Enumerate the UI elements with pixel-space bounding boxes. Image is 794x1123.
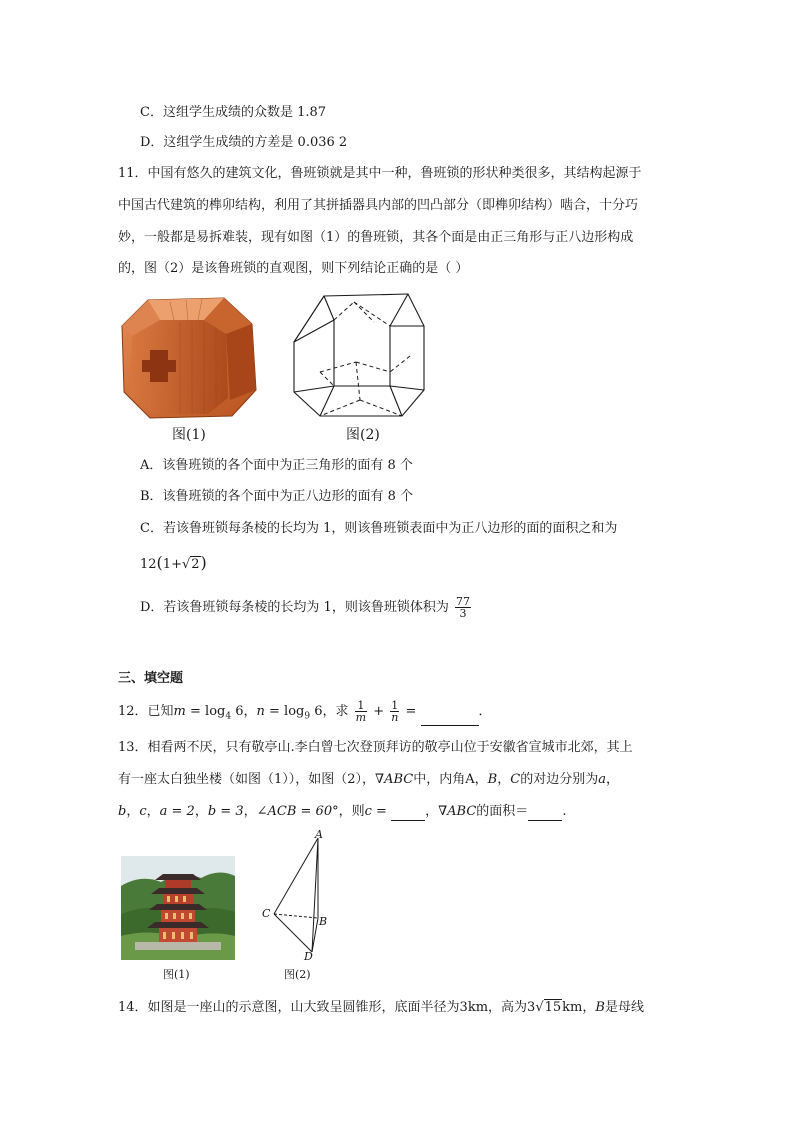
q10-option-c: C．这组学生成绩的众数是 1.87 (140, 105, 327, 120)
q11-stem-line3: 妙，一般都是易拆难装，现有如图（1）的鲁班锁，其各个面是由正三角形与正八边形构成 (118, 230, 634, 245)
q11-option-c-formula: 12(1+√2) (140, 553, 207, 572)
q13-stem-line3: b，c，a = 2，b = 3，∠ACB = 60°，则c = ，∇ABC的面积＝ . (118, 804, 567, 819)
vertex-label-d: D (304, 950, 313, 963)
q11-option-a: A．该鲁班锁的各个面中为正三角形的面有 8 个 (140, 458, 413, 473)
q12-answer-blank[interactable] (421, 711, 479, 726)
vertex-label-a: A (315, 828, 323, 841)
vertex-label-b: B (319, 915, 328, 928)
q13-fig1-caption: 图(1) (163, 968, 190, 981)
q11-option-d: D．若该鲁班锁每条棱的长均为 1，则该鲁班锁体积为 $\frac{77}{3}$ (140, 595, 470, 620)
q13-stem-line1: 13．相看两不厌，只有敬亭山.李白曾七次登顶拜访的敬亭山位于安徽省宣城市北郊，其上 (118, 740, 633, 755)
luban-lock-photo (120, 294, 258, 420)
q10-option-d: D．这组学生成绩的方差是 0.036 2 (140, 135, 348, 150)
vertex-label-c: C (262, 907, 271, 920)
section-title: 三、填空题 (118, 671, 184, 686)
q13-fig2-caption: 图(2) (284, 968, 311, 981)
tetrahedron-diagram (256, 826, 340, 966)
q11-fig2-caption: 图(2) (346, 427, 380, 443)
pavilion-photo (121, 856, 235, 960)
q11-stem-line1: 11．中国有悠久的建筑文化，鲁班锁就是其中一种，鲁班锁的形状种类很多，其结构起源于 (118, 166, 642, 181)
luban-lock-diagram (290, 292, 430, 420)
q11-option-c: C．若该鲁班锁每条棱的长均为 1，则该鲁班锁表面中为正八边形的面的面积之和为 (140, 521, 618, 536)
q13-answer-blank-area[interactable] (528, 806, 562, 821)
q13-stem-line2: 有一座太白独坐楼（如图（1）），如图（2），∇ABC中，内角A，B，C的对边分别为a， (118, 772, 619, 787)
q12-stem: 12．已知$m = \log_4 6$，$n = \log_9 6$，求 $\frac{1}{m}$ + $\frac{1}{n}$ = ． (118, 699, 492, 724)
q11-stem-line2: 中国古代建筑的榫卯结构，利用了其拼插器具内部的凹凸部分（即榫卯结构）啮合，十分巧 (118, 198, 639, 213)
q11-option-b: B．该鲁班锁的各个面中为正八边形的面有 8 个 (140, 489, 414, 504)
q11-stem-line4: 的，图（2）是该鲁班锁的直观图，则下列结论正确的是（ ） (118, 261, 469, 276)
q14-stem: 14．如图是一座山的示意图，山大致呈圆锥形，底面半径为3km，高为3√15km，B是母线 (118, 1000, 644, 1015)
q11-fig1-caption: 图(1) (172, 427, 206, 443)
volume-fraction: $\frac{77}{3}$ (455, 595, 470, 620)
q13-answer-blank-c[interactable] (391, 806, 425, 821)
